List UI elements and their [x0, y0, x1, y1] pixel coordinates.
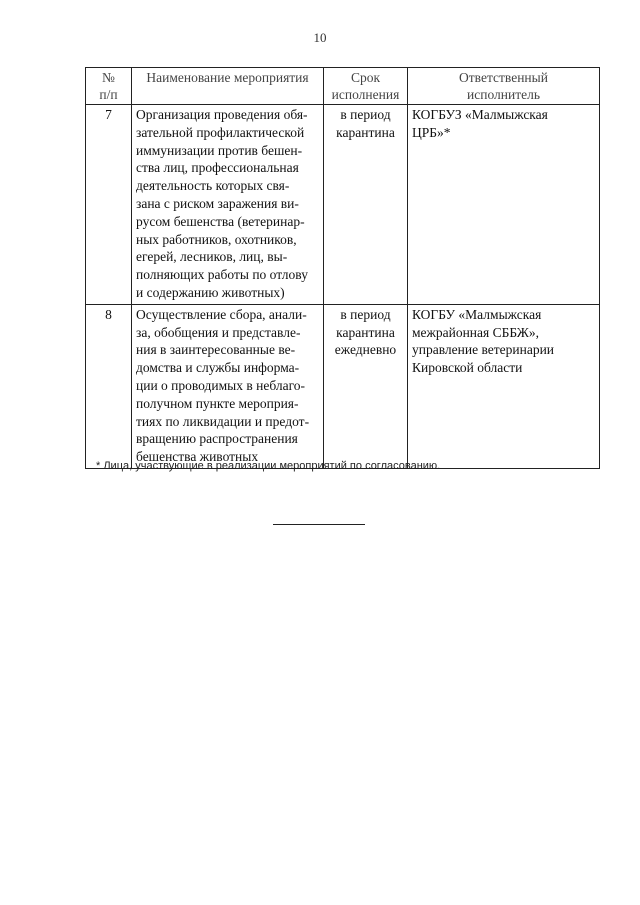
- text-line: получном пункте мероприя-: [136, 395, 299, 411]
- text-line: бешенства животных: [136, 449, 259, 465]
- text-line: Осуществление сбора, анали-: [136, 306, 307, 322]
- row-number: 7: [86, 105, 132, 305]
- header-name: [132, 68, 324, 105]
- text-line: КОГБУ «Малмыжская: [412, 306, 542, 322]
- text-line: ных работников, охотников,: [136, 231, 297, 247]
- measure-name: [132, 304, 324, 468]
- header-deadline: [324, 68, 408, 105]
- header-line: №: [102, 70, 115, 85]
- measure-responsible: [408, 304, 600, 468]
- table-header-row: [86, 68, 600, 105]
- text-line: егерей, лесников, лиц, вы-: [136, 249, 288, 265]
- text-line: зана с риском заражения ви-: [136, 195, 299, 211]
- text-line: управление ветеринарии: [412, 342, 555, 358]
- header-number: [86, 68, 132, 105]
- measures-table: [85, 67, 600, 469]
- text-line: ЦРБ»*: [412, 124, 451, 140]
- table-row: [86, 105, 600, 305]
- text-line: Кировской области: [412, 360, 523, 376]
- text-line: межрайонная СББЖ»,: [412, 324, 539, 340]
- header-line: Наименование мероприятия: [146, 70, 309, 85]
- page-number: 10: [313, 30, 327, 45]
- text-line: в период: [340, 306, 391, 322]
- header-line: Срок: [350, 70, 381, 85]
- table-row: [86, 304, 600, 468]
- text-line: и содержанию животных): [136, 284, 285, 300]
- text-line: в период: [340, 107, 391, 122]
- text-line: ния в заинтересованные ве-: [136, 342, 296, 358]
- text-line: ции о проводимых в неблаго-: [136, 377, 306, 393]
- divider-line: [273, 524, 365, 525]
- text-line: зательной профилактической: [136, 124, 305, 140]
- text-line: иммунизации против бешен-: [136, 142, 303, 158]
- text-line: Организация проведения обя-: [136, 107, 308, 122]
- measure-deadline: [324, 304, 408, 468]
- measure-deadline: [324, 105, 408, 305]
- text-line: карантина: [336, 124, 395, 140]
- text-line: ежедневно: [334, 342, 397, 358]
- header-line: исполнитель: [467, 87, 540, 102]
- header-line: п/п: [99, 87, 118, 102]
- text-line: домства и службы информа-: [136, 360, 300, 376]
- measure-name: [132, 105, 324, 305]
- text-line: КОГБУЗ «Малмыжская: [412, 107, 548, 122]
- footnote: * Лица, участвующие в реализации мероприятий по согласованию.: [96, 460, 441, 472]
- header-responsible: [408, 68, 600, 105]
- text-line: деятельность которых свя-: [136, 178, 290, 194]
- text-line: русом бешенства (ветеринар-: [136, 213, 305, 229]
- header-line: исполнения: [331, 87, 400, 102]
- text-line: тиях по ликвидации и предот-: [136, 413, 310, 429]
- text-line: полняющих работы по отлову: [136, 267, 308, 283]
- text-line: карантина: [336, 324, 395, 340]
- measure-responsible: [408, 105, 600, 305]
- header-line: Ответственный: [459, 70, 548, 85]
- row-number: 8: [86, 304, 132, 468]
- text-line: ства лиц, профессиональная: [136, 160, 299, 176]
- text-line: за, обобщения и представле-: [136, 324, 301, 340]
- text-line: вращению распространения: [136, 431, 298, 447]
